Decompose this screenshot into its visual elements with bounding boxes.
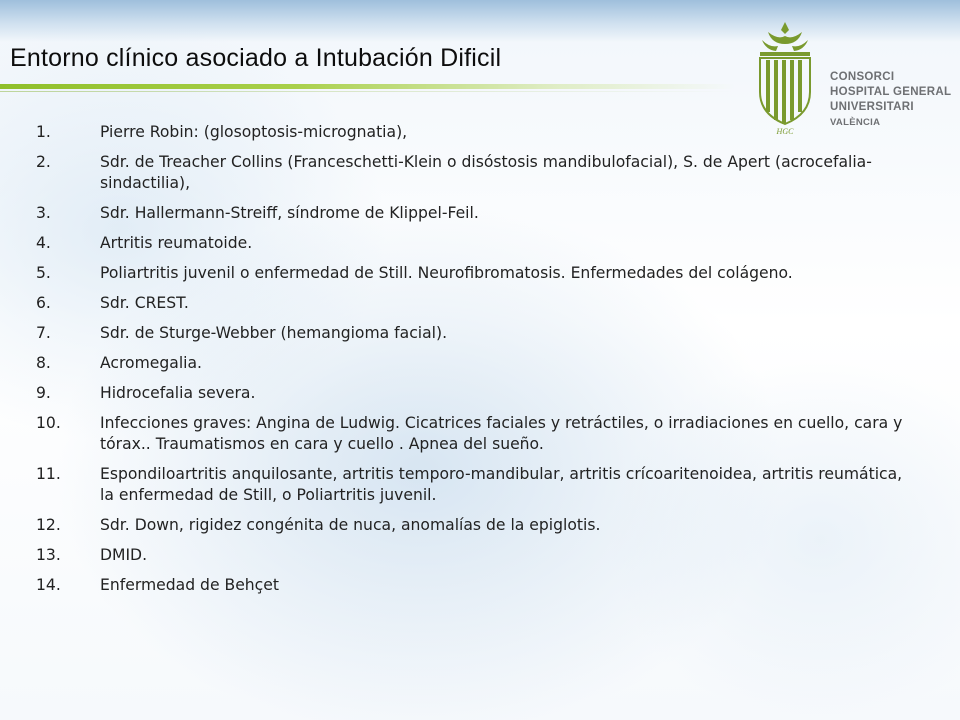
list-item <box>36 152 916 194</box>
item-text: Pierre Robin: (glosoptosis-micrognatia), <box>100 123 408 141</box>
list-item <box>36 233 916 254</box>
item-text: Sdr. Hallermann-Streiff, síndrome de Klippel-Feil. <box>100 204 479 222</box>
item-text: Poliartritis juvenil o enfermedad de Still. Neurofibromatosis. Enfermedades del colágeno. <box>100 264 793 282</box>
item-number: 3. <box>36 204 51 222</box>
list-item <box>36 464 916 506</box>
logo-line-2: HOSPITAL GENERAL <box>830 86 952 98</box>
list-item <box>36 122 916 143</box>
list-item <box>36 203 916 224</box>
list-item <box>36 413 916 455</box>
hospital-logo <box>748 18 952 138</box>
item-number: 2. <box>36 153 51 171</box>
slide-title: Entorno clínico asociado a Intubación Dificil <box>10 44 502 72</box>
logo-line-4: VALÈNCIA <box>830 117 881 128</box>
item-number: 10. <box>36 414 61 432</box>
list-item <box>36 293 916 314</box>
item-text: Sdr. de Sturge-Webber (hemangioma facial). <box>100 324 448 342</box>
list-item <box>36 353 916 374</box>
list-item <box>36 263 916 284</box>
item-number: 5. <box>36 264 51 282</box>
item-number: 14. <box>36 576 61 594</box>
item-number: 12. <box>36 516 61 534</box>
item-text: Artritis reumatoide. <box>100 234 253 252</box>
logo-line-1: CONSORCI <box>830 71 895 83</box>
title-underline-thin <box>0 91 735 92</box>
item-number: 8. <box>36 354 51 372</box>
item-text: Acromegalia. <box>100 354 202 372</box>
item-number: 13. <box>36 546 61 564</box>
item-text: DMID. <box>100 546 148 564</box>
item-number: 4. <box>36 234 51 252</box>
item-text: Sdr. CREST. <box>100 294 189 312</box>
coat-of-arms-icon <box>748 18 822 136</box>
item-text: Espondiloartritis anquilosante, artritis temporo-mandibular, artritis crícoaritenoidea, artritis reumática, la enfermedad de Still, o Poliartritis juvenil. <box>100 465 903 504</box>
item-text: Enfermedad de Behçet <box>100 576 279 594</box>
item-text: Infecciones graves: Angina de Ludwig. Cicatrices faciales y retráctiles, o irradiaciones en cuello, cara y tórax.. Traumatismos en cara y cuello . Apnea del sueño. <box>100 414 903 453</box>
list-item <box>36 383 916 404</box>
list-item <box>36 323 916 344</box>
logo-line-3: UNIVERSITARI <box>830 101 914 113</box>
item-number: 1. <box>36 123 51 141</box>
item-text: Sdr. Down, rigidez congénita de nuca, anomalías de la epiglotis. <box>100 516 601 534</box>
title-underline <box>0 84 735 89</box>
list-item <box>36 545 916 566</box>
item-number: 7. <box>36 324 51 342</box>
item-number: 6. <box>36 294 51 312</box>
list-item <box>36 575 916 596</box>
item-number: 11. <box>36 465 61 483</box>
list-item <box>36 515 916 536</box>
item-number: 9. <box>36 384 51 402</box>
conditions-list <box>36 122 916 605</box>
logo-mark-text: HGC <box>776 127 794 136</box>
logo-text <box>830 70 951 130</box>
item-text: Sdr. de Treacher Collins (Franceschetti-Klein o disóstosis mandibulofacial), S. de Apert (acrocefalia-sindactilia), <box>100 153 872 192</box>
item-text: Hidrocefalia severa. <box>100 384 256 402</box>
